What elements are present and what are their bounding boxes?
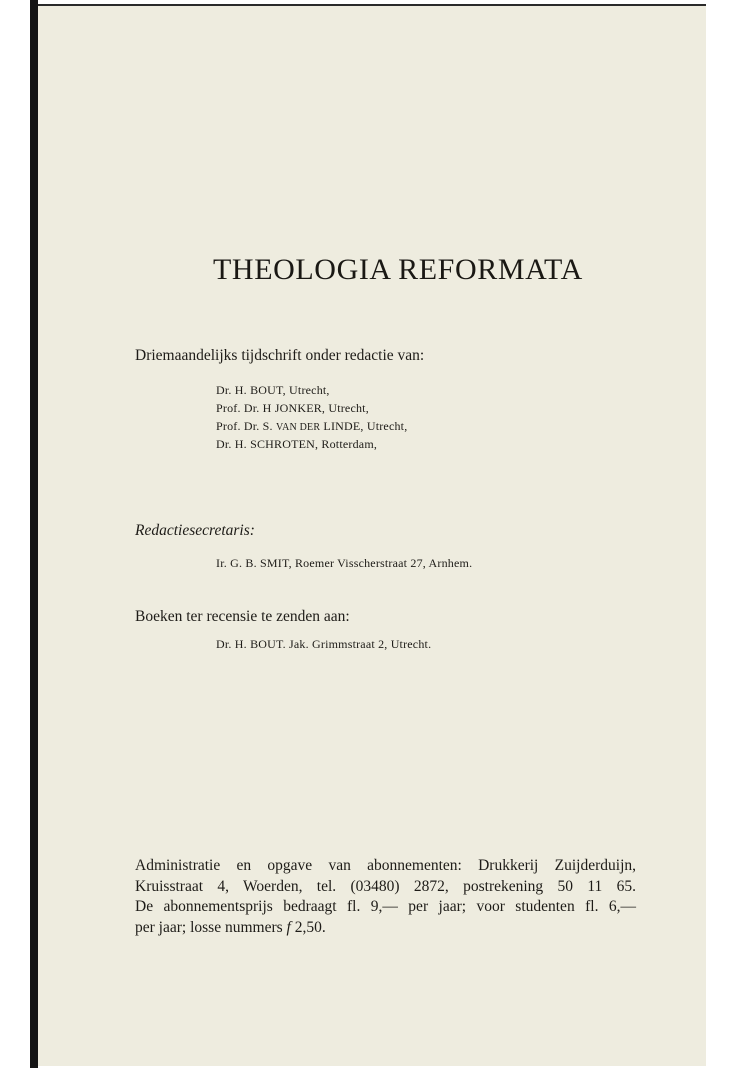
administration-line: Administratie en opgave van abonnementen: Drukkerij Zuijderduijn, xyxy=(135,857,636,874)
administration-line: Kruisstraat 4, Woerden, tel. (03480) 2872, postrekening 50 11 65. xyxy=(135,877,636,895)
administration-line: De abonnementsprijs bedraagt fl. 9,— per jaar; voor studenten fl. 6,— xyxy=(135,898,636,915)
reviews-heading: Boeken ter recensie te zenden aan: xyxy=(135,608,350,625)
journal-title: THEOLOGIA REFORMATA xyxy=(213,253,583,286)
reviews-address: Dr. H. BOUT. Jak. Grimmstraat 2, Utrecht. xyxy=(216,637,432,651)
editor-line: Dr. H. SCHROTEN, Rotterdam, xyxy=(216,437,378,451)
administration-line: per jaar; losse nummers f 2,50. xyxy=(135,918,326,936)
binding-spine xyxy=(30,0,38,1068)
editor-line: Prof. Dr. H JONKER, Utrecht, xyxy=(216,401,369,415)
editor-line: Dr. H. BOUT, Utrecht, xyxy=(216,383,330,397)
secretary-heading: Redactiesecretaris: xyxy=(135,522,255,539)
secretary-address: Ir. G. B. SMIT, Roemer Visscherstraat 27, Arnhem. xyxy=(216,556,473,570)
administration-block xyxy=(135,856,636,938)
guilder-symbol: f xyxy=(286,918,291,936)
editorial-heading: Driemaandelijks tijdschrift onder redactie van: xyxy=(135,347,425,364)
editor-line: Prof. Dr. S. VAN DER LINDE, Utrecht, xyxy=(216,419,408,433)
